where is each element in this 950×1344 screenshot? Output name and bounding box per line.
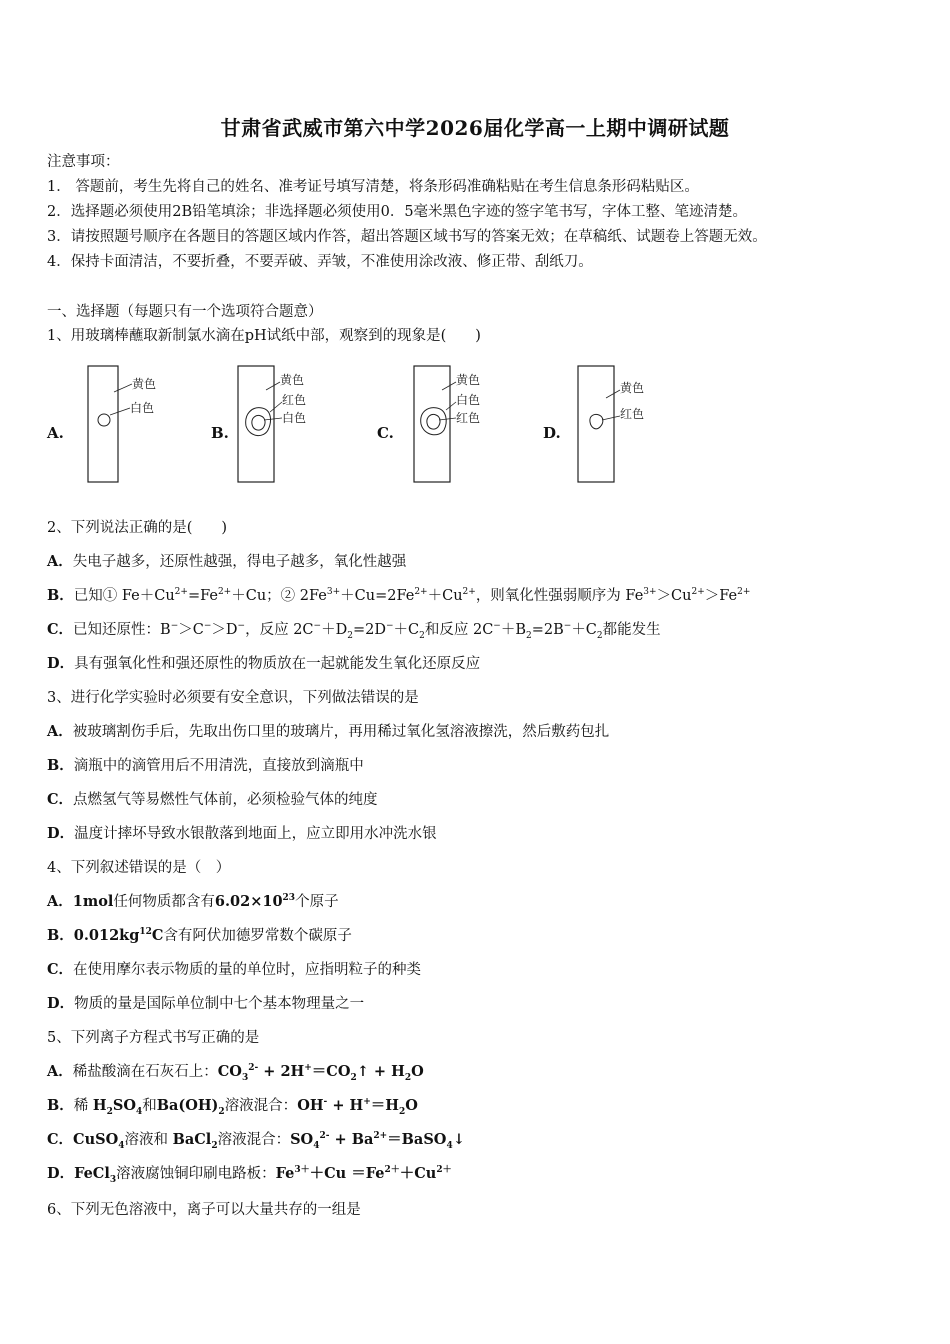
leader-line xyxy=(270,402,282,412)
ring-red xyxy=(246,408,271,436)
q1-option-b-letter: B. xyxy=(211,424,229,442)
q1-option-d-letter: D. xyxy=(543,424,561,442)
q2-option-c xyxy=(47,620,661,640)
page-title: 甘肃省武威市第六中学2026届化学高一上期中调研试题 xyxy=(220,116,730,140)
leader-line xyxy=(442,382,456,390)
leader-line xyxy=(264,418,282,420)
q1-figure-d xyxy=(570,362,680,486)
leader-line xyxy=(110,408,130,415)
label-red: 红色 xyxy=(456,411,481,425)
question-2-stem: 2、下列说法正确的是( ) xyxy=(47,520,228,536)
q5-option-a: A．稀盐酸滴在石灰石上：$CO_3^{2-}$ + $2H^+=CO_2↑ + H_2O$ xyxy=(47,1063,424,1083)
q5-option-c: C．CuSO$_4$溶液和 BaCl$_2$溶液混合：$SO_4^{2-}$ + $Ba^{2+}=BaSO_4↓$ xyxy=(47,1131,465,1151)
q1-option-a-letter: A. xyxy=(47,424,64,442)
spot-white xyxy=(98,414,110,426)
section-heading: 一、选择题（每题只有一个选项符合题意） xyxy=(47,304,323,320)
q5-option-d: D．FeCl$_3$溶液腐蚀铜印刷电路板：$Fe^{3+}+Cu =Fe^{2+}+Cu^{2+}$ xyxy=(47,1165,452,1185)
label-red: 红色 xyxy=(620,407,645,421)
q1-figure-b xyxy=(232,362,342,486)
notice-item-3: 3．请按照题号顺序在各题目的答题区域内作答，超出答题区域书写的答案无效；在草稿纸、试题卷上答题无效。 xyxy=(47,229,767,245)
question-3-stem: 3、进行化学实验时必须要有安全意识，下列做法错误的是 xyxy=(47,690,419,706)
q5-option-b: B．稀 $H_2SO_4$和$Ba(OH)_2$溶液混合：$OH^- + H^+=H_2O$ xyxy=(47,1097,418,1117)
leader-line xyxy=(114,384,132,392)
q4-option-c: C．在使用摩尔表示物质的量的单位时，应指明粒子的种类 xyxy=(47,961,422,978)
q3-option-d: D．温度计摔坏导致水银散落到地面上，应立即用水冲洗水银 xyxy=(47,825,437,842)
label-white: 白色 xyxy=(282,411,307,425)
option-letter: D． xyxy=(47,655,75,672)
option-letter: C． xyxy=(47,621,74,638)
notice-heading: 注意事项： xyxy=(47,154,120,170)
q2-option-b xyxy=(47,586,750,606)
q4-option-d: D．物质的量是国际单位制中七个基本物理量之一 xyxy=(47,995,365,1012)
leader-line xyxy=(606,390,620,398)
leader-line xyxy=(602,416,620,420)
q2-option-a xyxy=(47,552,406,572)
leader-line xyxy=(446,402,456,410)
q3-option-c: C．点燃氢气等易燃性气体前，必须检验气体的纯度 xyxy=(47,791,378,808)
q1-figure-c xyxy=(408,362,518,486)
ph-paper-strip xyxy=(578,366,614,482)
question-4-stem: 4、下列叙述错误的是（ ） xyxy=(47,860,231,876)
spot-red xyxy=(427,414,440,429)
label-yellow: 黄色 xyxy=(620,381,645,395)
question-6-stem: 6、下列无色溶液中，离子可以大量共存的一组是 xyxy=(47,1202,361,1218)
leader-line xyxy=(439,418,456,420)
q1-option-c-letter: C. xyxy=(377,424,394,442)
label-white: 白色 xyxy=(130,401,155,415)
q1-figure-a xyxy=(80,362,190,486)
leader-line xyxy=(266,382,280,390)
option-letter: B． xyxy=(47,587,74,604)
ph-paper-strip xyxy=(414,366,450,482)
ring-white xyxy=(421,408,446,435)
q2-option-d xyxy=(47,654,480,674)
notice-item-2: 2．选择题必须使用2B铅笔填涂；非选择题必须使用0．5毫米黑色字迹的签字笔书写，字体工整、笔迹清楚。 xyxy=(47,204,748,220)
option-letter: A． xyxy=(47,553,73,570)
notice-item-4: 4．保持卡面清洁，不要折叠，不要弄破、弄皱，不准使用涂改液、修正带、刮纸刀。 xyxy=(47,254,593,270)
option-text: 已知① $Fe+Cu^{2+}=Fe^{2+}+Cu$；② $2Fe^{3+}+Cu=2Fe^{2+}+Cu^{2+}$，则氧化性强弱顺序为 $Fe^{3+}>Cu^{2+}>Fe^{2+}$ xyxy=(73,587,751,604)
notice-item-1: 1． 答题前，考生先将自己的姓名、准考证号填写清楚，将条形码准确粘贴在考生信息条形码粘贴区。 xyxy=(47,179,699,195)
label-yellow: 黄色 xyxy=(280,373,305,387)
ph-paper-strip xyxy=(238,366,274,482)
q4-option-b: B．$0.012kg^{12}C$含有阿伏加德罗常数个碳原子 xyxy=(47,927,352,944)
option-text: 具有强氧化性和强还原性的物质放在一起就能发生氧化还原反应 xyxy=(74,656,481,672)
spot-red xyxy=(590,414,603,428)
spot-white xyxy=(252,415,265,430)
label-white: 白色 xyxy=(456,393,481,407)
q3-option-b: B．滴瓶中的滴管用后不用清洗，直接放到滴瓶中 xyxy=(47,757,364,774)
option-text: 已知还原性：B−＞C−＞D−，反应 $2C^-+D_2=2D^-+C_2$和反应 $2C^-+B_2=2B^-+C_2$都能发生 xyxy=(73,621,661,641)
q3-option-a: A．被玻璃割伤手后，先取出伤口里的玻璃片，再用稀过氧化氢溶液擦洗，然后敷药包扎 xyxy=(47,723,610,740)
q4-option-a: A．1mol任何物质都含有$6.02\times 10^{23}$个原子 xyxy=(47,893,339,910)
label-yellow: 黄色 xyxy=(132,377,157,391)
option-text: 失电子越多，还原性越强，得电子越多，氧化性越强 xyxy=(72,554,407,570)
ph-paper-strip xyxy=(88,366,118,482)
question-1-stem: 1、用玻璃棒蘸取新制氯水滴在pH试纸中部，观察到的现象是( ) xyxy=(47,328,481,344)
label-red: 红色 xyxy=(282,393,307,407)
question-5-stem: 5、下列离子方程式书写正确的是 xyxy=(47,1030,260,1046)
label-yellow: 黄色 xyxy=(456,373,481,387)
